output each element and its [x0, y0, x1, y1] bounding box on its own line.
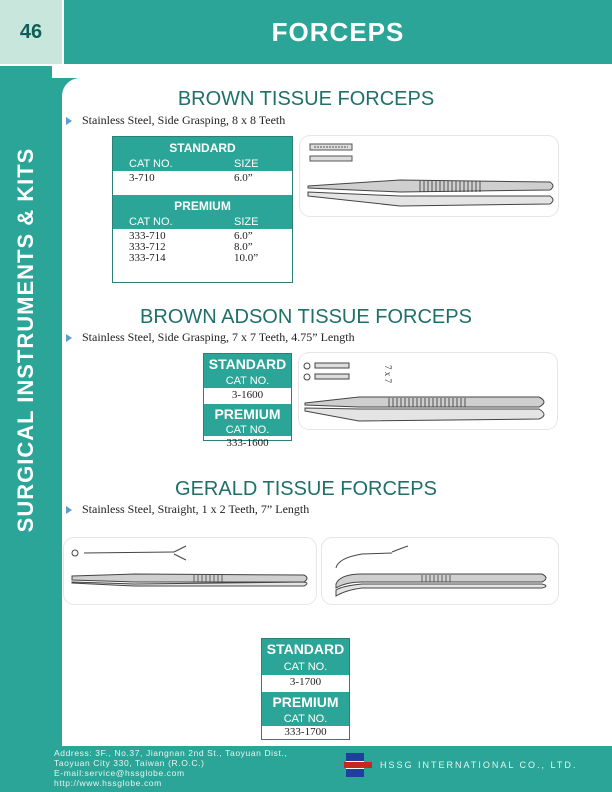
premium-heading: PREMIUM [113, 195, 292, 215]
column-headers: CAT NO. SIZE [113, 215, 292, 229]
table-row: 333-712 8.0” [129, 241, 253, 253]
spec-table-adson [203, 353, 292, 449]
premium-heading: PREMIUM [204, 404, 291, 424]
cat-no-header: CAT NO. [204, 424, 291, 436]
address-line: Taoyuan City 330, Taiwan (R.O.C.) [54, 758, 205, 768]
section-title-adson: BROWN ADSON TISSUE FORCEPS [140, 306, 472, 328]
gerald-straight-illustration [64, 538, 316, 604]
teeth-label: 7 x 7 [383, 365, 393, 383]
cat-no-header: CAT NO. [262, 712, 349, 726]
bullet-icon [66, 506, 72, 514]
standard-heading: STANDARD [262, 639, 349, 659]
section-title-gerald: GERALD TISSUE FORCEPS [175, 478, 437, 500]
page-number: 46 [19, 20, 43, 43]
gerald-curved-illustration [322, 538, 558, 604]
forceps-illustration [300, 136, 558, 216]
table-row: 333-714 10.0” [129, 252, 259, 264]
page-number-box [0, 0, 62, 64]
description-brown: Stainless Steel, Side Grasping, 8 x 8 Teeth [66, 113, 285, 128]
header-bar [64, 0, 612, 64]
cat-no-value: 333-1600 [226, 437, 269, 449]
company-logo-icon [344, 752, 372, 778]
table-row: 3-710 6.0” [129, 172, 253, 184]
product-image-adson [299, 353, 557, 429]
sidebar-category: SURGICAL INSTRUMENTS & KITS [13, 147, 38, 533]
standard-heading: STANDARD [204, 354, 291, 374]
standard-heading: STANDARD [113, 137, 292, 157]
page-title: FORCEPS [271, 16, 405, 47]
bullet-icon [66, 334, 72, 342]
address-line: Address: 3F., No.37, Jiangnan 2nd St., Taoyuan Dist., [54, 748, 288, 758]
website-line: http://www.hssglobe.com [54, 778, 162, 788]
product-image-brown [300, 136, 558, 216]
description-gerald: Stainless Steel, Straight, 1 x 2 Teeth, 7” Length [66, 502, 309, 517]
section-title-brown: BROWN TISSUE FORCEPS [177, 88, 435, 110]
cat-no-value: 3-1700 [289, 676, 322, 688]
cat-no-value: 3-1600 [231, 389, 264, 401]
product-image-gerald-straight [64, 538, 316, 604]
product-image-gerald-curved [322, 538, 558, 604]
cat-no-header: CAT NO. [204, 374, 291, 388]
description-adson: Stainless Steel, Side Grasping, 7 x 7 Teeth, 4.75” Length [66, 330, 355, 345]
premium-heading: PREMIUM [262, 692, 349, 712]
company-name: HSSG INTERNATIONAL CO., LTD. [380, 760, 578, 770]
spec-table-gerald [261, 638, 350, 740]
cat-no-header: CAT NO. [262, 659, 349, 675]
cat-no-value: 333-1700 [284, 726, 327, 738]
email-line: E-mail:service@hssglobe.com [54, 768, 185, 778]
table-row: 333-710 6.0” [129, 230, 253, 242]
adson-forceps-illustration [299, 353, 557, 429]
column-headers: CAT NO. SIZE [113, 157, 292, 171]
footer-address [54, 748, 354, 788]
spec-table-brown [112, 136, 293, 283]
bullet-icon [66, 117, 72, 125]
